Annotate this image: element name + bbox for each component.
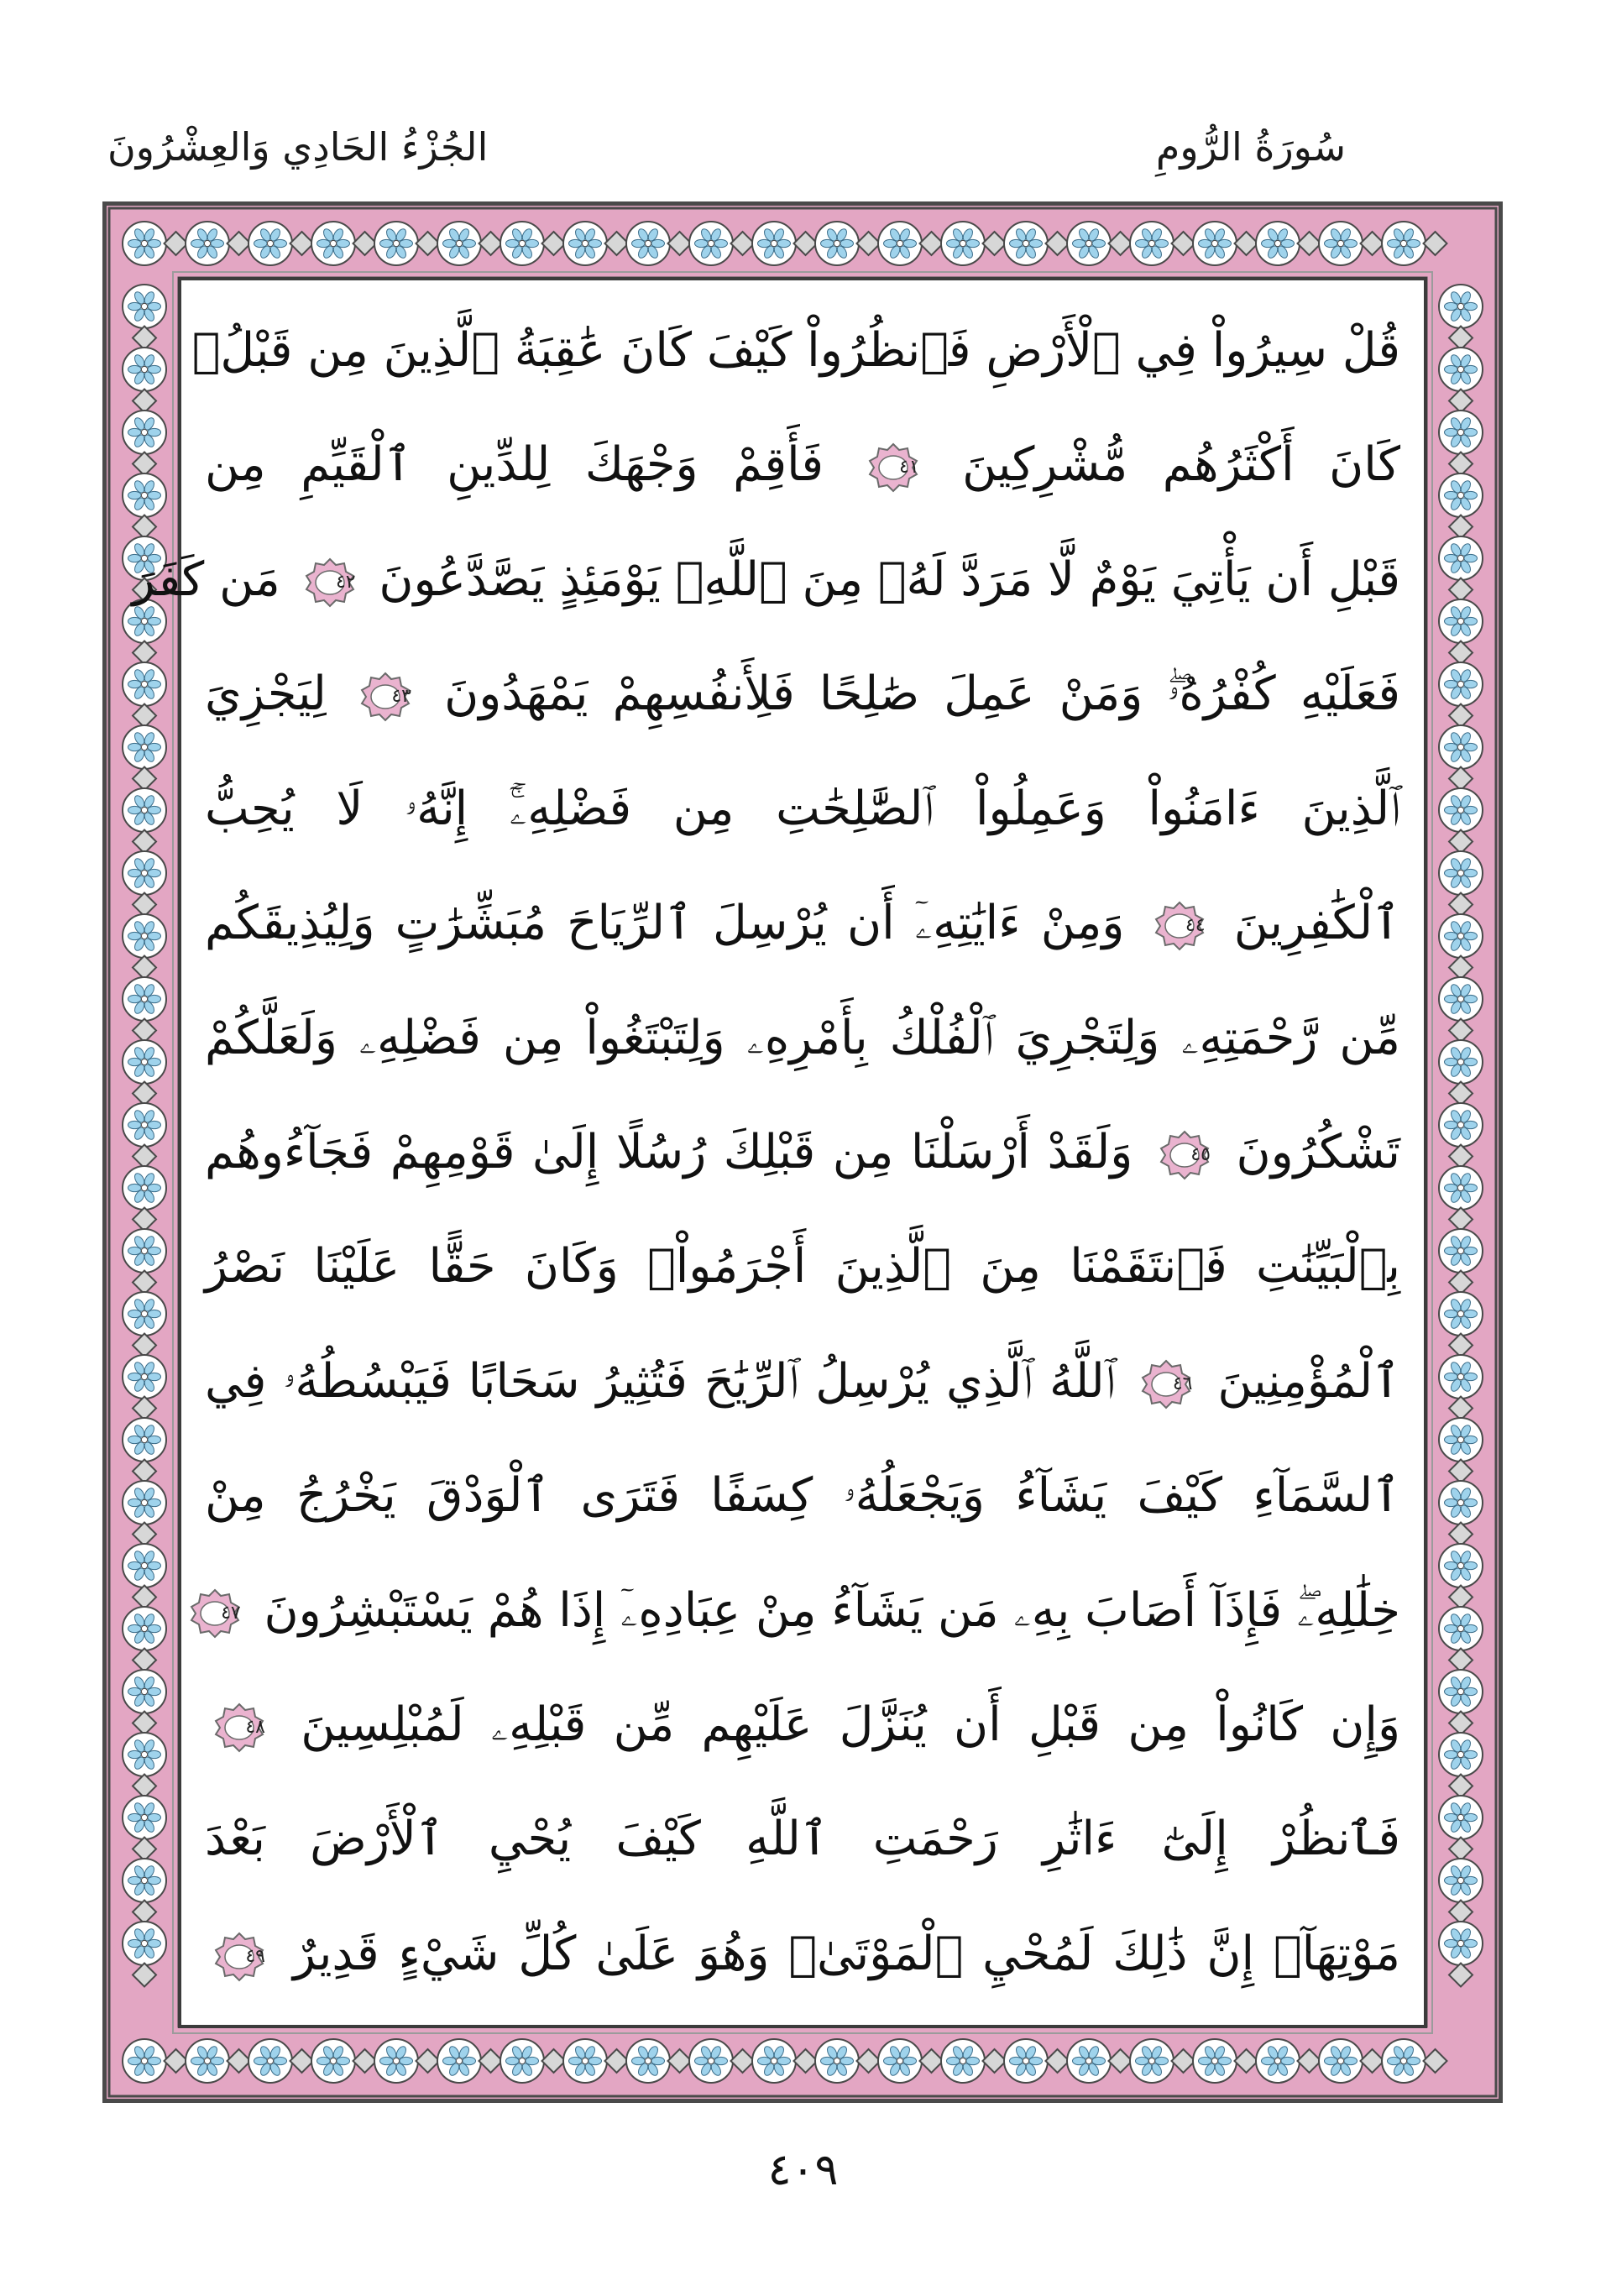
flower-ornament-icon — [123, 2039, 166, 2083]
flower-ornament-icon — [1439, 411, 1483, 454]
flower-ornament-icon — [1382, 2039, 1426, 2083]
flower-ornament-icon — [1439, 1418, 1483, 1462]
flower-ornament-icon — [1130, 222, 1174, 265]
ayah-end-marker — [1159, 1129, 1211, 1181]
verse-line — [205, 639, 1400, 750]
flower-ornament-icon — [1439, 914, 1483, 958]
verse-line — [205, 410, 1400, 520]
ayah-end-marker — [213, 1931, 265, 1983]
flower-ornament-icon — [563, 2039, 607, 2083]
flower-ornament-icon — [1439, 1481, 1483, 1525]
verse-text: مَن كَفَرَ — [132, 552, 280, 607]
flower-ornament-icon — [123, 1607, 166, 1650]
flower-ornament-icon — [123, 977, 166, 1021]
flower-ornament-icon — [1439, 1670, 1483, 1713]
flower-ornament-icon — [1439, 662, 1483, 706]
flower-ornament-icon — [1439, 1544, 1483, 1587]
flower-ornament-icon — [1067, 222, 1111, 265]
flower-ornament-icon — [941, 222, 985, 265]
flower-ornament-icon — [1439, 1733, 1483, 1776]
verse-line — [205, 1097, 1400, 1208]
flower-ornament-icon — [437, 222, 481, 265]
ayah-end-marker — [189, 1587, 241, 1640]
flower-ornament-icon — [123, 1859, 166, 1902]
ayah-end-marker — [213, 1702, 265, 1754]
flower-ornament-icon — [815, 222, 859, 265]
flower-ornament-icon — [248, 222, 292, 265]
flower-ornament-icon — [1439, 473, 1483, 517]
flower-ornament-icon — [123, 662, 166, 706]
flower-ornament-icon — [1004, 2039, 1048, 2083]
flower-ornament-icon — [1439, 851, 1483, 895]
flower-ornament-icon — [123, 1166, 166, 1210]
verse-text: فَأَقِمْ وَجْهَكَ لِلدِّينِ ٱلْقَيِّمِ مِن — [205, 437, 824, 493]
verse-text: مِّن رَّحْمَتِهِۦ وَلِتَجْرِيَ ٱلْفُلْكُ بِأَمْرِهِۦ وَلِتَبْتَغُواْ مِن فَضْلِهِۦ وَلَعَلَّكُمْ — [205, 1010, 1400, 1065]
flower-ornament-icon — [123, 473, 166, 517]
verse-line — [205, 1556, 1400, 1666]
flower-ornament-icon — [123, 222, 166, 265]
ayah-number: ٤١ — [898, 457, 919, 479]
juz-name: الجُزْءُ الحَادِي وَالعِشْرُونَ — [107, 124, 489, 170]
verse-line — [205, 1211, 1400, 1322]
verse-text: تَشْكُرُونَ — [1236, 1124, 1401, 1179]
flower-ornament-icon — [1439, 977, 1483, 1021]
flower-ornament-icon — [123, 1544, 166, 1587]
flower-ornament-icon — [123, 1418, 166, 1462]
verse-text: ٱلْكَٰفِرِينَ — [1233, 896, 1400, 951]
flower-ornament-icon — [123, 1103, 166, 1147]
flower-ornament-icon — [123, 1481, 166, 1525]
page-number: ٤٠٩ — [767, 2145, 839, 2195]
flower-ornament-icon — [689, 222, 733, 265]
flower-ornament-icon — [1256, 222, 1300, 265]
flower-ornament-icon — [1439, 1859, 1483, 1902]
text-panel — [132, 277, 1427, 2028]
flower-ornament-icon — [752, 222, 796, 265]
flower-ornament-icon — [123, 1922, 166, 1965]
verse-text: ٱللَّهُ ٱلَّذِي يُرْسِلُ ٱلرِّيَٰحَ فَتُثِيرُ سَحَابًا فَيَبْسُطُهُۥ فِي — [205, 1353, 1116, 1409]
flower-ornament-icon — [1382, 222, 1426, 265]
flower-ornament-icon — [123, 851, 166, 895]
flower-ornament-icon — [1439, 348, 1483, 391]
flower-ornament-icon — [1439, 1166, 1483, 1210]
flower-ornament-icon — [1439, 1103, 1483, 1147]
flower-ornament-icon — [500, 222, 544, 265]
flower-ornament-icon — [1439, 1922, 1483, 1965]
flower-ornament-icon — [1439, 1607, 1483, 1650]
flower-ornament-icon — [1193, 2039, 1237, 2083]
flower-ornament-icon — [1004, 222, 1048, 265]
flower-ornament-icon — [1439, 536, 1483, 580]
verse-text: ٱلْمُؤْمِنِينَ — [1217, 1353, 1400, 1409]
verse-line — [191, 295, 1400, 406]
flower-ornament-icon — [186, 222, 229, 265]
flower-ornament-icon — [437, 2039, 481, 2083]
verse-text: وَمِنْ ءَايَٰتِهِۦٓ أَن يُرْسِلَ ٱلرِّيَاحَ مُبَشِّرَٰتٍ وَلِيُذِيقَكُم — [205, 896, 1125, 951]
flower-ornament-icon — [123, 914, 166, 958]
ayah-number: ٤٩ — [245, 1945, 265, 1967]
flower-ornament-icon — [311, 2039, 355, 2083]
flower-ornament-icon — [1439, 1355, 1483, 1399]
verse-line — [205, 1441, 1400, 1551]
flower-ornament-icon — [123, 1355, 166, 1399]
verse-line — [205, 754, 1400, 865]
flower-ornament-icon — [123, 1670, 166, 1713]
ayah-number: ٤٧ — [221, 1602, 241, 1624]
flower-ornament-icon — [626, 222, 670, 265]
flower-ornament-icon — [123, 1229, 166, 1273]
flower-ornament-icon — [1439, 285, 1483, 328]
verse-line — [205, 1670, 1400, 1781]
flower-ornament-icon — [1193, 222, 1237, 265]
flower-ornament-icon — [123, 411, 166, 454]
verse-line — [205, 868, 1400, 979]
flower-ornament-icon — [941, 2039, 985, 2083]
flower-ornament-icon — [878, 2039, 922, 2083]
ayah-number: ٤٥ — [1190, 1143, 1211, 1165]
ayah-number: ٤٢ — [335, 571, 356, 593]
verse-text: وَإِن كَانُواْ مِن قَبْلِ أَن يُنَزَّلَ عَلَيْهِم مِّن قَبْلِهِۦ لَمُبْلِسِينَ — [301, 1697, 1400, 1753]
flower-ornament-icon — [123, 725, 166, 769]
ayah-end-marker — [1140, 1358, 1192, 1410]
flower-ornament-icon — [123, 1796, 166, 1839]
verse-text: قَبْلِ أَن يَأْتِيَ يَوْمٌ لَّا مَرَدَّ لَهُۥ مِنَ ٱللَّهِۖ يَوْمَئِذٍ يَصَّدَّعُونَ — [379, 552, 1400, 607]
verse-line — [205, 1784, 1400, 1895]
verse-text: كَانَ أَكْثَرُهُم مُّشْرِكِينَ — [962, 437, 1401, 493]
flower-ornament-icon — [311, 222, 355, 265]
flower-ornament-icon — [1319, 2039, 1363, 2083]
verse-line — [205, 983, 1400, 1094]
verse-text: ٱلسَّمَآءِ كَيْفَ يَشَآءُ وَيَجْعَلُهُۥ كِسَفًا فَتَرَى ٱلْوَدْقَ يَخْرُجُ مِنْ — [205, 1468, 1400, 1524]
flower-ornament-icon — [1439, 1040, 1483, 1084]
verse-text: مَوْتِهَآۚ إِنَّ ذَٰلِكَ لَمُحْيِ ٱلْمَوْتَىٰۖ وَهُوَ عَلَىٰ كُلِّ شَيْءٍ قَدِيرٌ — [292, 1926, 1400, 1981]
flower-ornament-icon — [1439, 725, 1483, 769]
verse-text: خِلَٰلِهِۦۖ فَإِذَآ أَصَابَ بِهِۦ مَن يَشَآءُ مِنْ عِبَادِهِۦٓ إِذَا هُمْ يَسْتَبْشِرُونَ — [264, 1582, 1400, 1638]
flower-ornament-icon — [374, 222, 418, 265]
verse-line — [205, 1899, 1400, 2010]
ayah-number: ٤٤ — [1185, 914, 1206, 936]
flower-ornament-icon — [374, 2039, 418, 2083]
verse-lines — [132, 295, 1401, 2010]
ayah-end-marker — [1153, 900, 1206, 952]
flower-ornament-icon — [1439, 1229, 1483, 1273]
flower-ornament-icon — [1319, 222, 1363, 265]
flower-ornament-icon — [1130, 2039, 1174, 2083]
flower-ornament-icon — [123, 348, 166, 391]
flower-ornament-icon — [1439, 1796, 1483, 1839]
verse-text: فَعَلَيْهِ كُفْرُهُۥۖ وَمَنْ عَمِلَ صَٰلِحًا فَلِأَنفُسِهِمْ يَمْهَدُونَ — [444, 667, 1400, 722]
verse-line — [205, 1326, 1400, 1437]
ayah-number: ٤٦ — [1172, 1373, 1193, 1394]
ayah-end-marker — [867, 442, 919, 494]
flower-ornament-icon — [500, 2039, 544, 2083]
verse-text: قُلْ سِيرُواْ فِي ٱلْأَرْضِ فَٱنظُرُواْ كَيْفَ كَانَ عَٰقِبَةُ ٱلَّذِينَ مِن قَبْلُۚ — [191, 323, 1400, 378]
ayah-number: ٤٨ — [245, 1716, 265, 1738]
flower-ornament-icon — [1439, 599, 1483, 643]
flower-ornament-icon — [123, 1733, 166, 1776]
flower-ornament-icon — [689, 2039, 733, 2083]
flower-ornament-icon — [123, 1040, 166, 1084]
page-header — [0, 113, 1606, 189]
verse-text: لِيَجْزِيَ — [205, 667, 327, 722]
flower-ornament-icon — [123, 285, 166, 328]
flower-ornament-icon — [123, 788, 166, 832]
verse-text: بِٱلْبَيِّنَٰتِ فَٱنتَقَمْنَا مِنَ ٱلَّذِينَ أَجْرَمُواْۖ وَكَانَ حَقًّا عَلَيْنَا نَصْرُ — [205, 1239, 1400, 1294]
flower-ornament-icon — [626, 2039, 670, 2083]
verse-text: فَٱنظُرْ إِلَىٰٓ ءَاثَٰرِ رَحْمَتِ ٱللَّهِ كَيْفَ يُحْيِ ٱلْأَرْضَ بَعْدَ — [205, 1812, 1400, 1867]
flower-ornament-icon — [1439, 788, 1483, 832]
ayah-end-marker — [304, 557, 356, 609]
flower-ornament-icon — [1256, 2039, 1300, 2083]
flower-ornament-icon — [1067, 2039, 1111, 2083]
surah-name: سُورَةُ الرُّومِ — [1155, 124, 1346, 170]
flower-ornament-icon — [878, 222, 922, 265]
flower-ornament-icon — [563, 222, 607, 265]
verse-text: وَلَقَدْ أَرْسَلْنَا مِن قَبْلِكَ رُسُلًا إِلَىٰ قَوْمِهِمْ فَجَآءُوهُم — [205, 1124, 1133, 1179]
flower-ornament-icon — [123, 1292, 166, 1336]
flower-ornament-icon — [248, 2039, 292, 2083]
flower-ornament-icon — [752, 2039, 796, 2083]
ayah-end-marker — [359, 671, 411, 723]
ayah-number: ٤٣ — [391, 686, 411, 708]
flower-ornament-icon — [186, 2039, 229, 2083]
verse-text: ٱلَّذِينَ ءَامَنُواْ وَعَمِلُواْ ٱلصَّٰلِحَٰتِ مِن فَضْلِهِۦٓۚ إِنَّهُۥ لَا يُحِبُّ — [205, 781, 1400, 836]
verse-line — [132, 525, 1400, 635]
flower-ornament-icon — [1439, 1292, 1483, 1336]
flower-ornament-icon — [815, 2039, 859, 2083]
